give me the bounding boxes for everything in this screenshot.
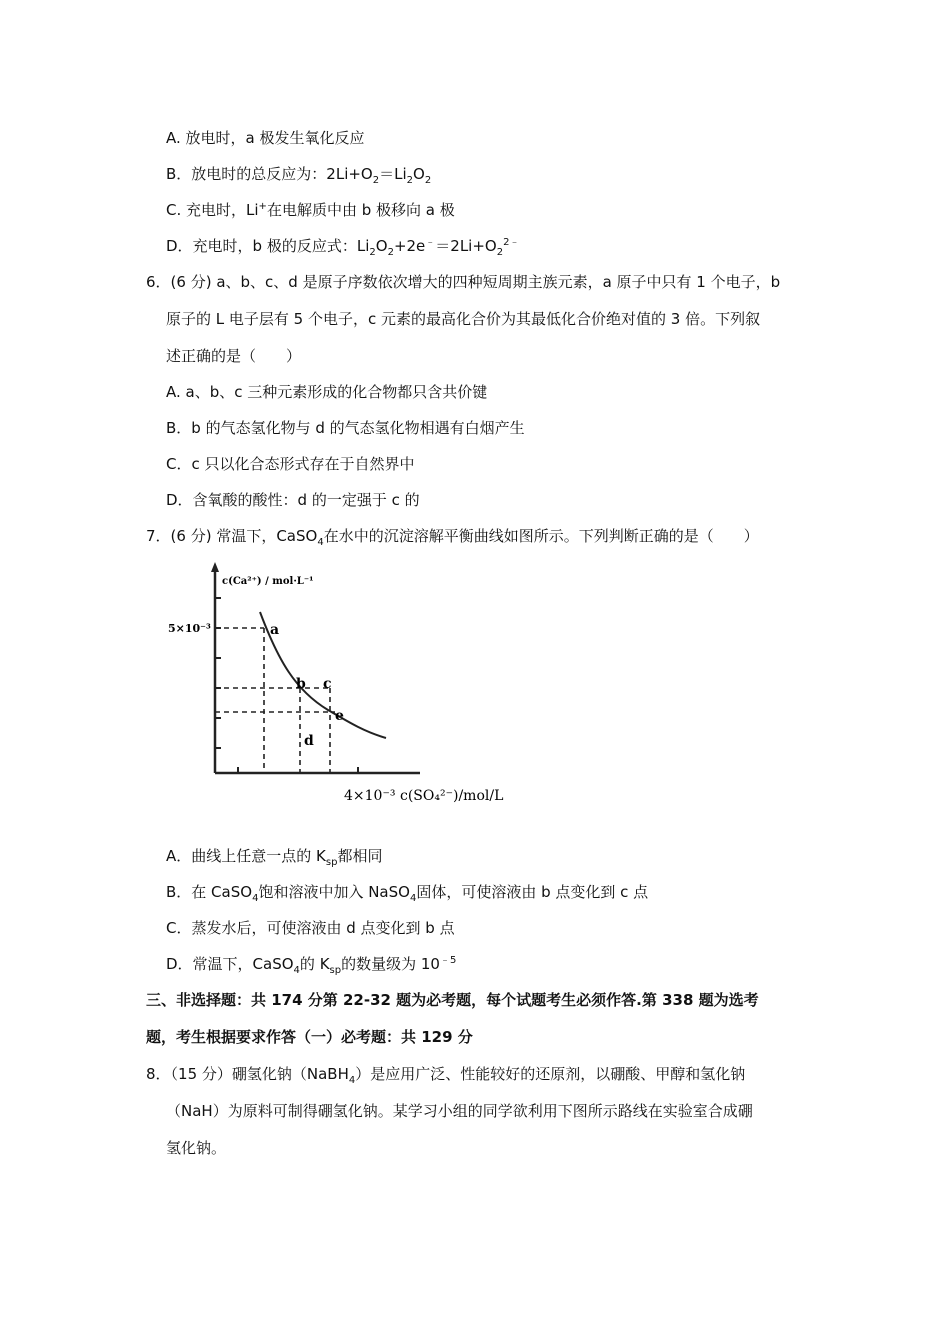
q7-option-b: B．在 CaSO$_4$饱和溶液中加入 NaSO$_4$固体，可使溶液由 b 点变化到 c 点 — [166, 883, 649, 904]
q5-option-d: D．充电时，b 极的反应式：$Li_2O_2+2e^﹣=2Li+O_2^{2﹣}$ — [166, 237, 520, 258]
q8-stem-line2: （NaH）为原料可制得硼氢化钠。某学习小组的同学欲利用下图所示路线在实验室合成硼 — [166, 1102, 753, 1120]
section3-heading-line2: 题，考生根据要求作答（一）必考题：共 129 分 — [146, 1028, 473, 1046]
point-c-label: c — [323, 676, 332, 692]
point-b-label: b — [296, 676, 306, 692]
q5-option-b: B．放电时的总反应为：$2Li+O_2=Li_2O_2$ — [166, 165, 432, 186]
point-d-label: d — [304, 733, 314, 749]
q6-option-c: C．c 只以化合态形式存在于自然界中 — [166, 455, 415, 473]
q6-option-a: A. a、b、c 三种元素形成的化合物都只含共价键 — [166, 383, 488, 401]
q6-stem-line1: 6．(6 分) a、b、c、d 是原子序数依次增大的四种短周期主族元素，a 原子中只有 1 个电子，b — [146, 273, 781, 291]
y-axis-arrow — [211, 562, 219, 572]
q8-stem-line3: 氢化钠。 — [166, 1139, 227, 1157]
q6-stem-line2: 原子的 L 电子层有 5 个电子，c 元素的最高化合价为其最低化合价绝对值的 3 倍。下列叙 — [166, 310, 761, 328]
q5-option-a: A. 放电时，a 极发生氧化反应 — [166, 129, 365, 147]
section3-heading-line1: 三、非选择题：共 174 分第 22-32 题为必考题，每个试题考生必须作答.第 338 题为选考 — [146, 991, 759, 1009]
x-axis-label: c(SO₄²⁻)/mol/L — [400, 788, 504, 804]
point-a-label: a — [270, 622, 280, 638]
q7-option-d: D．常温下，CaSO$_4$的 $K_{sp}$的数量级为 $10^{﹣5}$ — [166, 955, 457, 976]
q8-stem-line1: 8．（15 分）硼氢化钠（NaBH$_4$）是应用广泛、性能较好的还原剂，以硼酸、甲醇和氢化钠 — [146, 1065, 746, 1086]
q7-option-a: A．曲线上任意一点的 $K_{sp}$都相同 — [166, 847, 383, 868]
y-tick-label: 5×10⁻³ — [168, 622, 211, 635]
y-axis-label: c(Ca²⁺) / mol·L⁻¹ — [222, 576, 314, 587]
x-tick-label: 4×10⁻³ — [344, 788, 396, 804]
q6-option-b: B．b 的气态氢化物与 d 的气态氢化物相遇有白烟产生 — [166, 419, 525, 437]
q6-stem-line3: 述正确的是（ ） — [166, 347, 302, 365]
solubility-curve-figure — [160, 560, 510, 810]
q6-option-d: D．含氧酸的酸性：d 的一定强于 c 的 — [166, 491, 420, 509]
point-e-label: e — [335, 708, 344, 724]
q5-option-c: C. 充电时，Li+在电解质中由 b 极移向 a 极 — [166, 201, 455, 219]
q7-option-c: C．蒸发水后，可使溶液由 d 点变化到 b 点 — [166, 919, 455, 937]
q7-stem: 7．(6 分) 常温下，CaSO$_4$在水中的沉淀溶解平衡曲线如图所示。下列判断正确的是（ ） — [146, 527, 759, 548]
